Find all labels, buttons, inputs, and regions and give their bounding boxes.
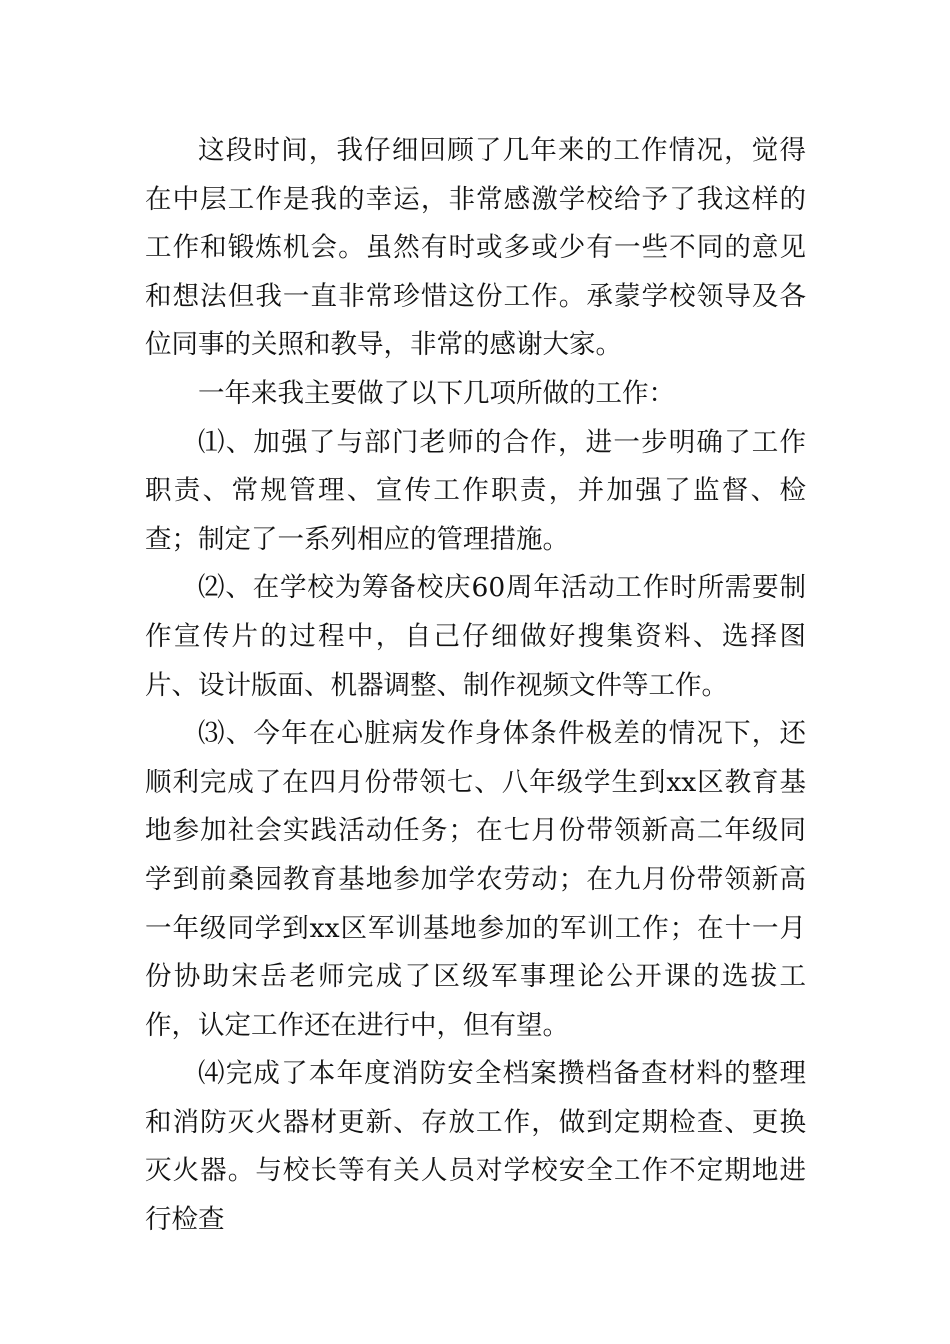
paragraph-item-4: ⑷完成了本年度消防安全档案攒档备查材料的整理和消防灭火器材更新、存放工作，做到定期检查、更换灭火器。与校长等有关人员对学校安全工作不定期地进行检查 [145, 1058, 806, 1236]
paragraph-item-2: ⑵、在学校为筹备校庆60周年活动工作时所需要制作宣传片的过程中，自己仔细做好搜集资料、选择图片、设计版面、机器调整、制作视频文件等工作。 [145, 572, 806, 701]
paragraph-intro: 这段时间，我仔细回顾了几年来的工作情况，觉得在中层工作是我的幸运，非常感激学校给予了我这样的工作和锻炼机会。虽然有时或多或少有一些不同的意见和想法但我一直非常珍惜这份工作。承蒙学校领导及各位同事的关照和教导，非常的感谢大家。 [145, 135, 806, 361]
paragraph-item-3: ⑶、今年在心脏病发作身体条件极差的情况下，还顺利完成了在四月份带领七、八年级学生到xx区教育基地参加社会实践活动任务；在七月份带领新高二年级同学到前桑园教育基地参加学农劳动；在九月份带领新高一年级同学到xx区军训基地参加的军训工作；在十一月份协助宋岳老师完成了区级军事理论公开课的选拔工作，认定工作还在进行中，但有望。 [145, 718, 806, 1041]
paragraph-work-summary: 一年来我主要做了以下几项所做的工作： [198, 377, 675, 409]
document-body [145, 127, 806, 1245]
paragraph-item-1: ⑴、加强了与部门老师的合作，进一步明确了工作职责、常规管理、宣传工作职责，并加强了监督、检查；制定了一系列相应的管理措施。 [145, 426, 806, 555]
